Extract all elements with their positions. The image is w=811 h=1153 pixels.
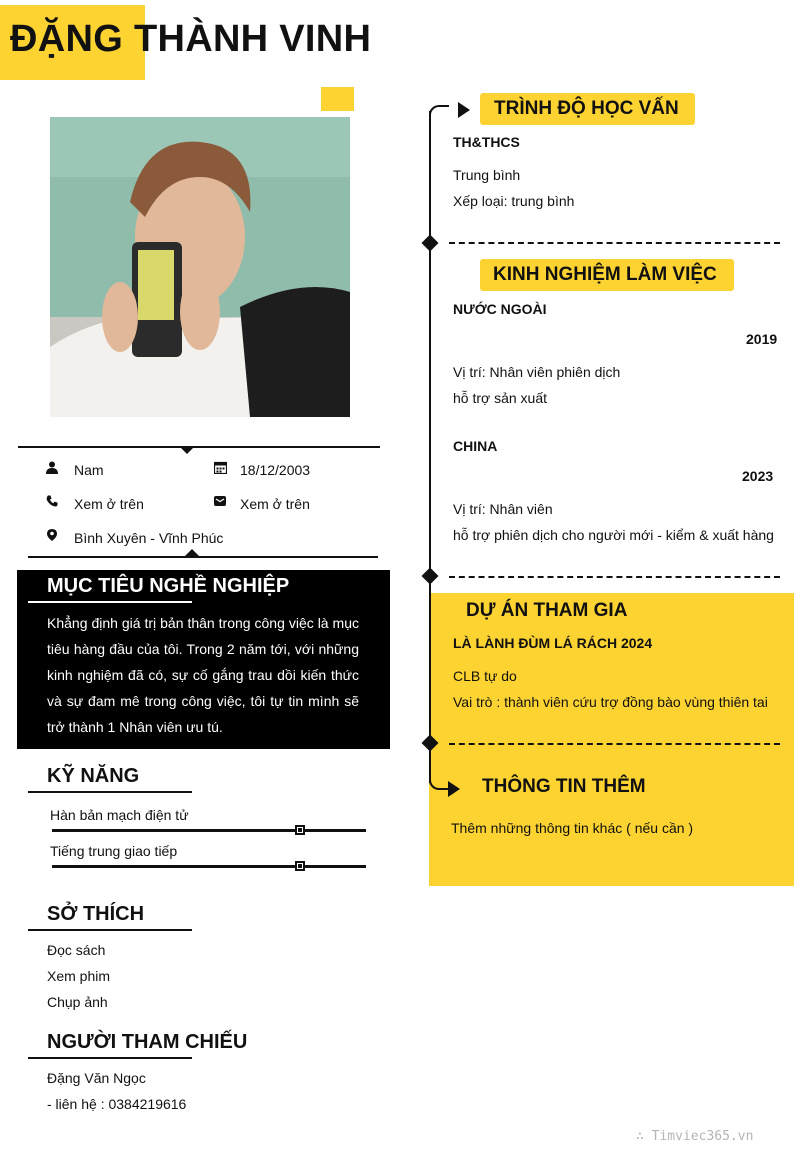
email-value: Xem ở trên bbox=[240, 496, 310, 512]
experience-year: 2019 bbox=[746, 331, 778, 347]
skill-bar bbox=[52, 865, 366, 868]
objective-underline bbox=[28, 601, 192, 603]
section-divider bbox=[449, 743, 780, 745]
education-grade: Xếp loại: trung bình bbox=[453, 193, 575, 209]
user-icon bbox=[45, 461, 59, 477]
profile-photo bbox=[50, 117, 350, 417]
hobbies-underline bbox=[28, 929, 192, 931]
timeline-corner-bottom bbox=[429, 768, 449, 790]
experience-position: Vị trí: Nhân viên phiên dịch bbox=[453, 364, 621, 380]
project-role: Vai trò : thành viên cứu trợ đồng bào vùng thiên tai bbox=[453, 694, 768, 710]
reference-item: Đặng Văn Ngọc bbox=[47, 1070, 146, 1086]
skills-title: KỸ NĂNG bbox=[47, 765, 140, 787]
project-org: CLB tự do bbox=[453, 668, 517, 684]
arrow-right-icon bbox=[458, 102, 470, 118]
calendar-icon bbox=[213, 461, 227, 477]
extra-text: Thêm những thông tin khác ( nếu cần ) bbox=[451, 820, 694, 836]
hobby-item: Đọc sách bbox=[47, 942, 106, 958]
triangle-down-icon bbox=[179, 446, 195, 454]
reference-item: - liên hệ : 0384219616 bbox=[47, 1096, 187, 1112]
arrow-right-icon bbox=[448, 781, 460, 797]
education-detail: Trung bình bbox=[453, 167, 521, 183]
projects-title: DỰ ÁN THAM GIA bbox=[466, 600, 628, 621]
experience-company: CHINA bbox=[453, 438, 498, 454]
skill-level-marker bbox=[295, 825, 305, 835]
experience-description: hỗ trợ phiên dịch cho người mới - kiểm & xuất hàng bbox=[453, 527, 774, 543]
references-underline bbox=[28, 1057, 192, 1059]
timeline-diamond bbox=[422, 568, 439, 585]
objective-text: Khẳng định giá trị bản thân trong công việc là mục tiêu hàng đầu của tôi. Trong 2 năm tới, với những kinh nghiệm đã có, sự cố gắng trau dồi kiến thức và sự đam mê trong công việc, tôi tự tin mình sẽ trở thành 1 Nhân viên ưu tú. bbox=[47, 615, 359, 735]
map-pin-icon bbox=[45, 529, 59, 544]
experience-year: 2023 bbox=[742, 468, 774, 484]
timeline-corner-top bbox=[429, 105, 449, 119]
phone-value: Xem ở trên bbox=[74, 496, 144, 512]
skill-name: Hàn bản mạch điện tử bbox=[50, 807, 189, 823]
timeline-line bbox=[429, 111, 431, 783]
site-watermark: ∴ Timviec365.vn bbox=[636, 1129, 754, 1144]
experience-title: KINH NGHIỆM LÀM VIỆC bbox=[493, 264, 717, 285]
skills-underline bbox=[28, 791, 192, 793]
section-divider bbox=[449, 576, 780, 578]
skill-bar bbox=[52, 829, 366, 832]
experience-company: NƯỚC NGOÀI bbox=[453, 301, 547, 317]
hobby-item: Chụp ảnh bbox=[47, 994, 108, 1010]
education-school: TH&THCS bbox=[453, 134, 520, 150]
timeline-diamond bbox=[422, 235, 439, 252]
hobbies-title: SỞ THÍCH bbox=[47, 903, 145, 925]
dob-value: 18/12/2003 bbox=[240, 462, 311, 478]
section-divider bbox=[449, 242, 780, 244]
skill-level-marker bbox=[295, 861, 305, 871]
objective-title: MỤC TIÊU NGHỀ NGHIỆP bbox=[47, 575, 290, 597]
envelope-icon bbox=[213, 495, 227, 510]
candidate-name: ĐẶNG THÀNH VINH bbox=[10, 18, 372, 60]
gender-value: Nam bbox=[74, 462, 104, 478]
phone-icon bbox=[45, 495, 59, 510]
experience-position: Vị trí: Nhân viên bbox=[453, 501, 553, 517]
project-name: LÀ LÀNH ĐÙM LÁ RÁCH 2024 bbox=[453, 635, 653, 651]
hobby-item: Xem phim bbox=[47, 968, 111, 984]
info-divider-top bbox=[18, 446, 380, 448]
experience-description: hỗ trợ sản xuất bbox=[453, 390, 548, 406]
decor-square bbox=[321, 87, 354, 111]
extra-title: THÔNG TIN THÊM bbox=[482, 776, 646, 797]
address-value: Bình Xuyên - Vĩnh Phúc bbox=[74, 530, 224, 546]
references-title: NGƯỜI THAM CHIẾU bbox=[47, 1031, 248, 1053]
info-divider-bottom bbox=[28, 556, 378, 558]
skill-name: Tiếng trung giao tiếp bbox=[50, 843, 178, 859]
education-title: TRÌNH ĐỘ HỌC VẤN bbox=[494, 98, 679, 119]
